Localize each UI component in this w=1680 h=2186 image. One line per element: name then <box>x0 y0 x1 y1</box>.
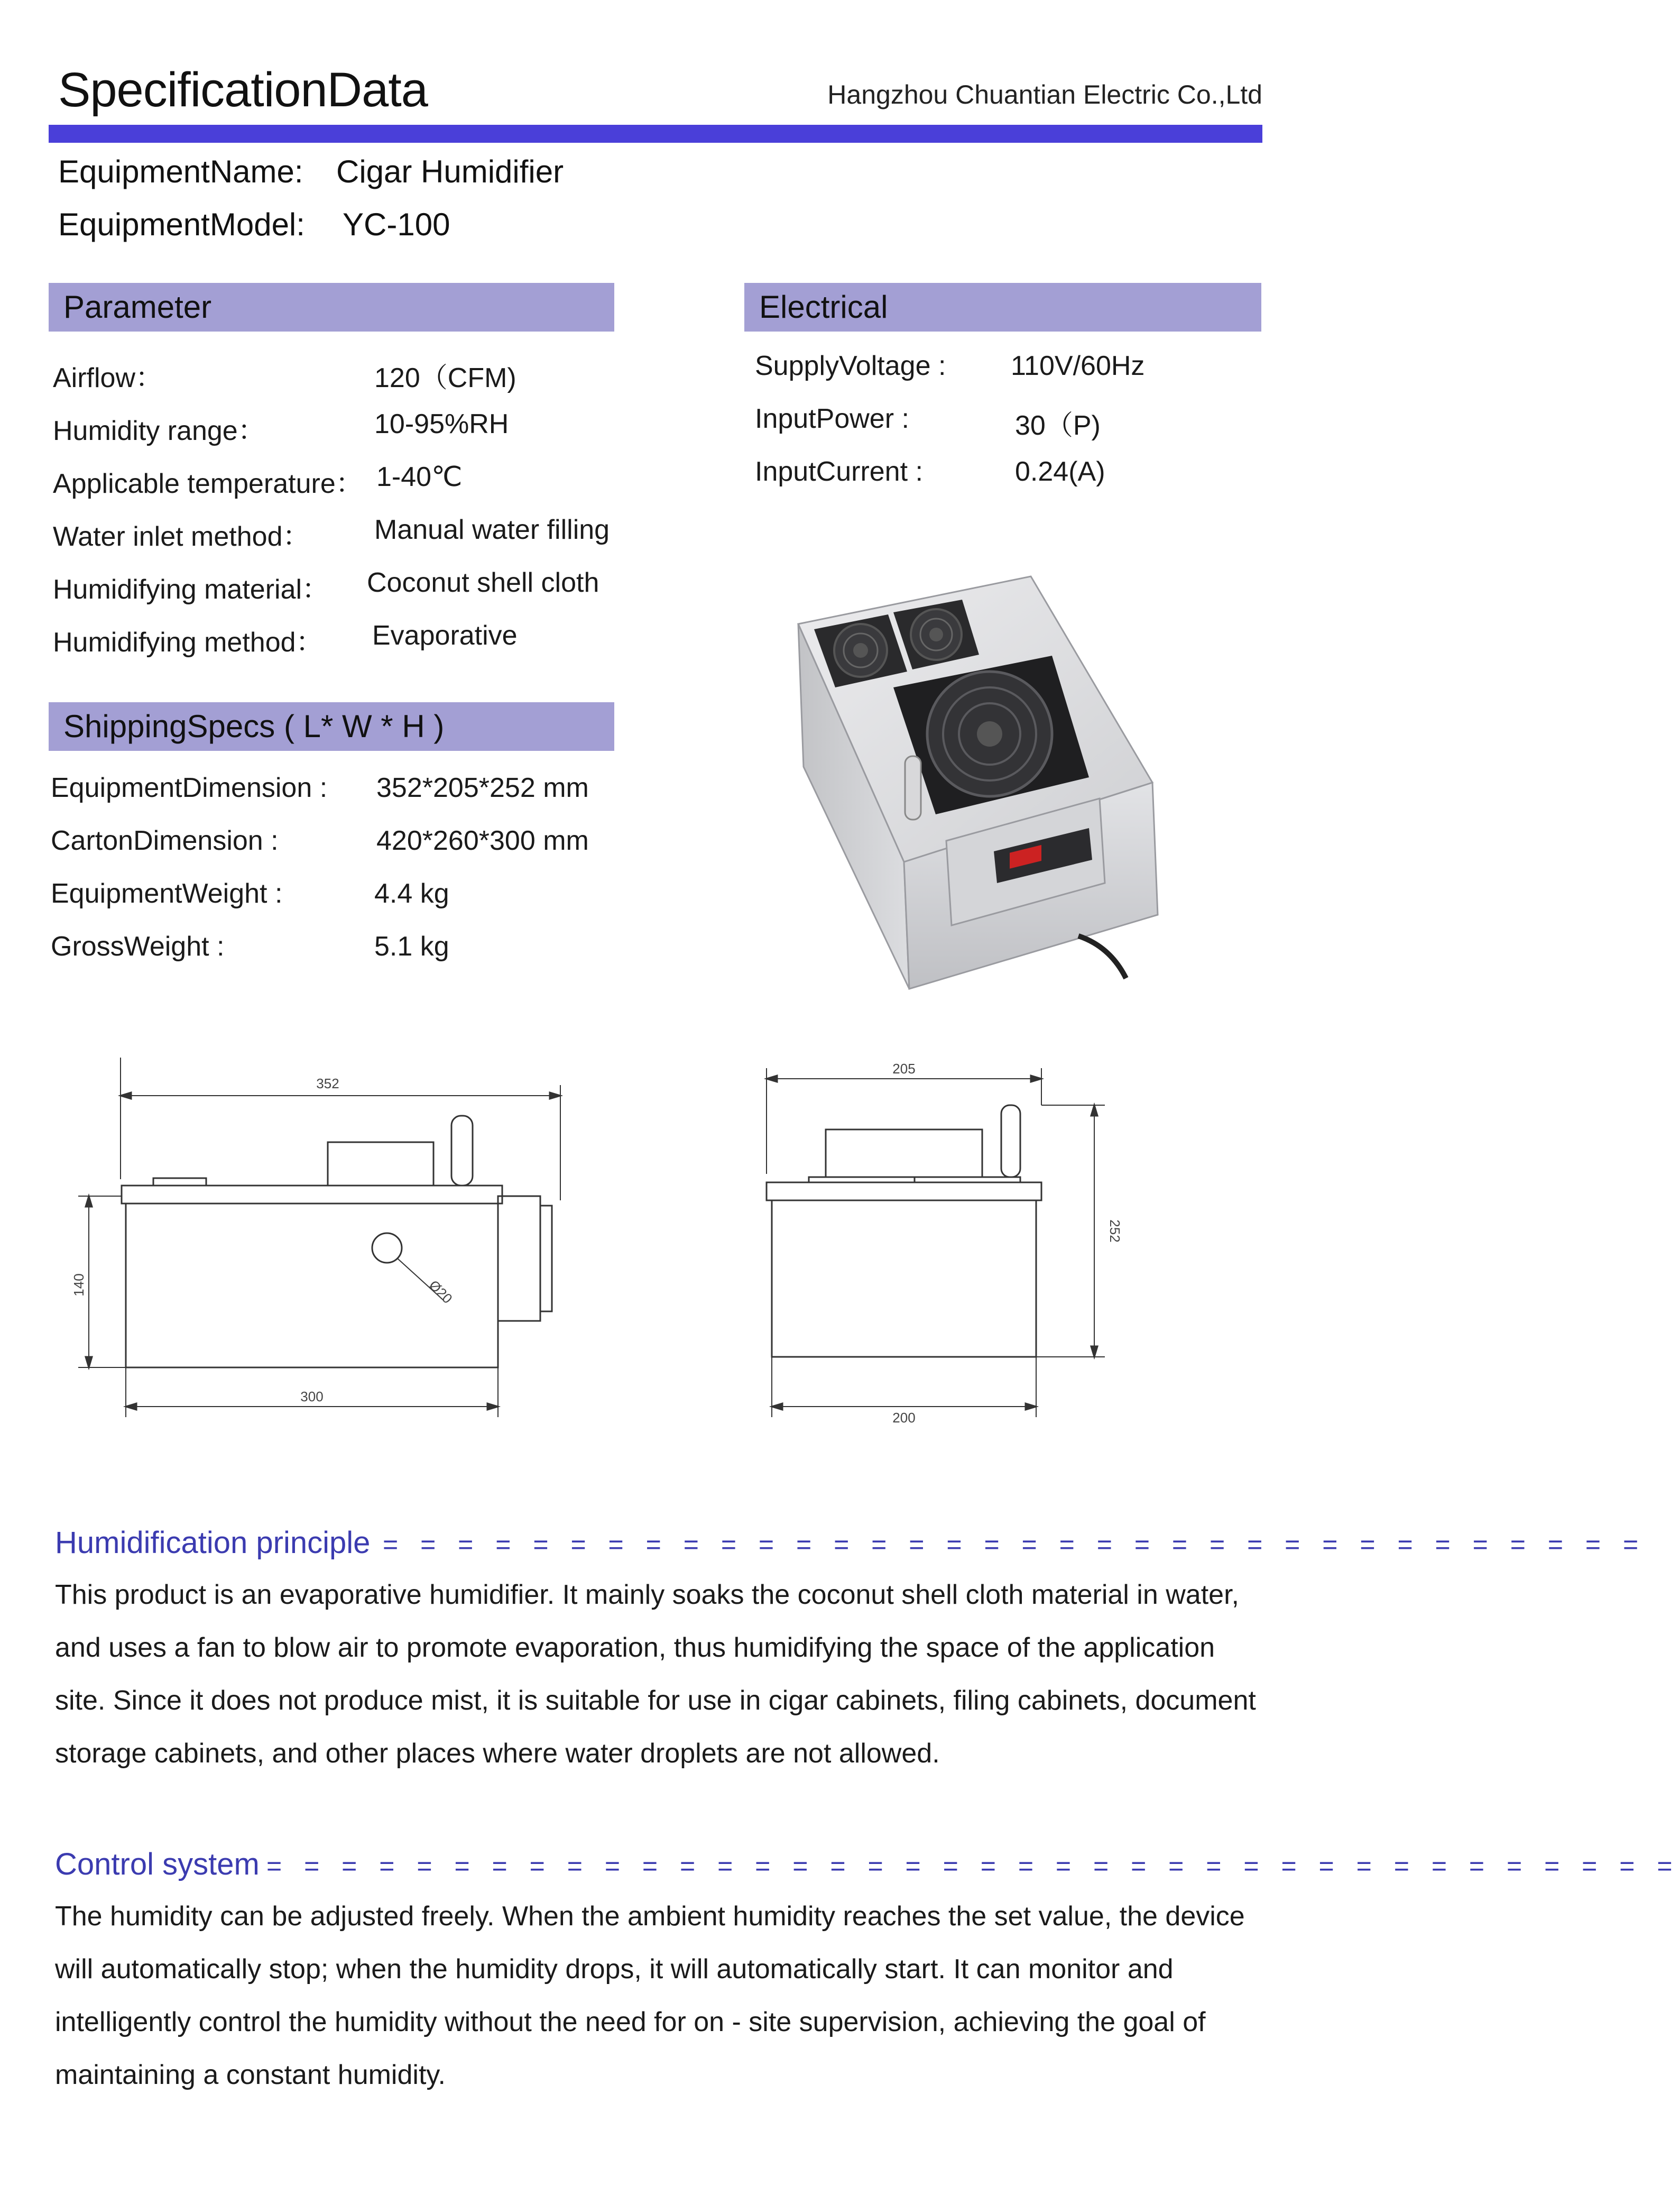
parameter-header: Parameter <box>49 283 614 332</box>
electrical-header: Electrical <box>744 283 1261 332</box>
elec-label-power: InputPower : <box>755 403 909 434</box>
ship-label-equipment-dim: EquipmentDimension : <box>51 773 328 803</box>
principle-line-2: and uses a fan to blow air to promote evaporation, thus humidifying the space of the application <box>55 1632 1215 1663</box>
front-bottom-dimension: 200 <box>892 1410 916 1426</box>
water-inlet-tube-icon <box>905 756 921 820</box>
side-view-drawing <box>63 1058 592 1438</box>
company-name: Hangzhou Chuantian Electric Co.,Ltd <box>827 80 1262 109</box>
param-value-airflow: 120（CFM) <box>374 363 516 393</box>
elec-label-current: InputCurrent : <box>755 456 923 487</box>
equipment-name-label: EquipmentName: <box>58 154 303 189</box>
param-value-method: Evaporative <box>372 620 518 651</box>
front-height-dimension: 252 <box>1107 1219 1123 1243</box>
param-label-humidity: Humidity range： <box>53 416 265 446</box>
control-line-4: maintaining a constant humidity. <box>55 2060 446 2090</box>
principle-line-4: storage cabinets, and other places where water droplets are not allowed. <box>55 1738 940 1769</box>
param-value-material: Coconut shell cloth <box>367 567 599 598</box>
principle-line-1: This product is an evaporative humidifier. It mainly soaks the coconut shell cloth material in water, <box>55 1579 1239 1610</box>
front-top-dimension: 205 <box>892 1061 916 1077</box>
ship-label-carton-dim: CartonDimension : <box>51 825 279 856</box>
page-title: SpecificationData <box>58 63 428 117</box>
elec-value-current: 0.24(A) <box>1015 456 1105 487</box>
control-title: Control system <box>55 1847 260 1881</box>
side-hole-dimension: Ø20 <box>426 1277 456 1307</box>
product-photo <box>782 566 1174 999</box>
param-value-temperature: 1-40℃ <box>376 462 463 492</box>
param-label-method: Humidifying method： <box>53 627 324 658</box>
principle-line-3: site. Since it does not produce mist, it is suitable for use in cigar cabinets, filing cabinets, document <box>55 1685 1256 1716</box>
ship-value-gross-weight: 5.1 kg <box>374 931 449 962</box>
elec-label-voltage: SupplyVoltage : <box>755 351 946 381</box>
param-label-water-inlet: Water inlet method： <box>53 521 310 552</box>
control-line-2: will automatically stop; when the humidity drops, it will automatically start. It can monitor and <box>55 1954 1174 1985</box>
param-label-material: Humidifying material： <box>53 574 330 605</box>
header-divider <box>49 125 1262 143</box>
control-line-3: intelligently control the humidity without the need for on - site supervision, achieving the goal of <box>55 2007 1206 2037</box>
param-label-temperature: Applicable temperature： <box>53 469 363 499</box>
param-value-humidity: 10-95%RH <box>374 409 509 439</box>
power-cable-icon <box>1078 936 1126 978</box>
ship-label-gross-weight: GrossWeight : <box>51 931 225 962</box>
front-view-drawing <box>740 1052 1142 1433</box>
principle-title: Humidification principle <box>55 1526 371 1560</box>
control-dashes: = = = = = = = = = = = = = = = = = = = = = = = = = = = = = = = = = = = = = = <box>266 1851 1680 1881</box>
ship-value-equipment-weight: 4.4 kg <box>374 878 449 909</box>
equipment-model-value: YC-100 <box>343 207 450 242</box>
side-bottom-dimension: 300 <box>300 1389 324 1404</box>
ship-value-carton-dim: 420*260*300 mm <box>376 825 589 856</box>
param-value-water-inlet: Manual water filling <box>374 515 610 545</box>
elec-value-power: 30（P) <box>1015 410 1101 441</box>
side-top-dimension: 352 <box>316 1076 339 1091</box>
equipment-model-label: EquipmentModel: <box>58 207 305 242</box>
ship-label-equipment-weight: EquipmentWeight : <box>51 878 283 909</box>
control-line-1: The humidity can be adjusted freely. When the ambient humidity reaches the set value, the device <box>55 1901 1245 1932</box>
side-height-dimension: 140 <box>71 1273 87 1297</box>
elec-value-voltage: 110V/60Hz <box>1011 351 1145 381</box>
ship-value-equipment-dim: 352*205*252 mm <box>376 773 589 803</box>
shipping-header: ShippingSpecs ( L* W * H ) <box>49 702 614 751</box>
param-label-airflow: Airflow： <box>53 363 163 393</box>
principle-dashes: = = = = = = = = = = = = = = = = = = = = = = = = = = = = = = = = = = <box>383 1530 1646 1559</box>
equipment-name-value: Cigar Humidifier <box>336 154 564 189</box>
